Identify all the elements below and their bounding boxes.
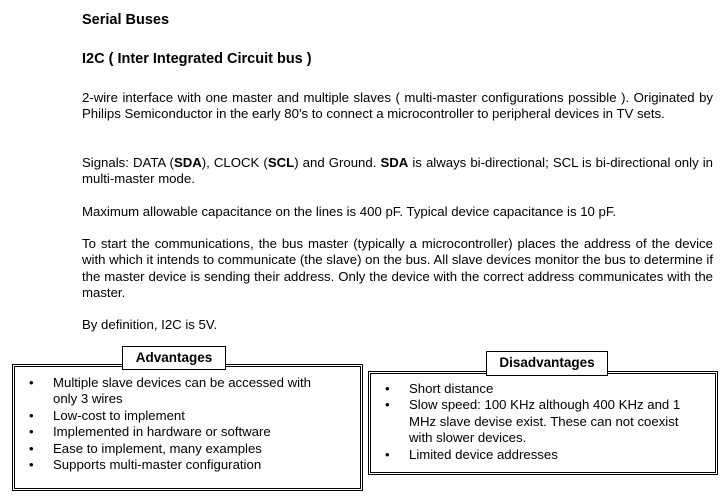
advantages-label: Advantages <box>122 346 226 370</box>
list-item: • Implemented in hardware or software <box>15 424 360 440</box>
advantages-box <box>12 364 363 491</box>
paragraph-signals <box>82 155 713 188</box>
text: ) and Ground. <box>294 155 381 170</box>
list-item: • Low-cost to implement <box>15 408 360 424</box>
paragraph-overview: 2-wire interface with one master and multiple slaves ( multi-master configurations possible ). Originated by Philips Semiconductor in the early 80's to connect a microcontroller to peripheral devices in TV sets. <box>82 90 713 122</box>
paragraph-capacitance: Maximum allowable capacitance on the lines is 400 pF. Typical device capacitance is 10 pF. <box>82 204 617 219</box>
text: is always bi-directional; SCL is bi-directional only in multi-master mode. <box>82 155 713 187</box>
text: SDA <box>380 155 409 170</box>
text: ), CLOCK ( <box>201 155 268 170</box>
text: SDA <box>173 155 202 170</box>
list-item: • Multiple slave devices can be accessed with only 3 wires <box>15 375 313 408</box>
subsection-title: I2C ( Inter Integrated Circuit bus ) <box>82 51 312 67</box>
list-item: • Slow speed: 100 KHz although 400 KHz and 1 MHz slave devise exist. These can not coexist with slower devices. <box>371 397 699 446</box>
list-item: • Ease to implement, many examples <box>15 441 360 457</box>
paragraph-communication: To start the communications, the bus master (typically a microcontroller) places the address of the device with which it intends to communicate (the slave) on the bus. All slave devices monitor the bus to determine if the master device is sending their address. Only the device with the correct address communicates with the master. <box>82 236 713 301</box>
list-item: • Supports multi-master configuration <box>15 457 360 473</box>
list-item: • Short distance <box>371 381 715 397</box>
text: Signals: DATA ( <box>82 155 174 170</box>
disadvantages-label: Disadvantages <box>486 351 608 376</box>
section-title: Serial Buses <box>82 12 170 28</box>
text: SCL <box>267 155 295 170</box>
paragraph-voltage: By definition, I2C is 5V. <box>82 317 218 332</box>
disadvantages-box <box>368 371 718 475</box>
list-item: • Limited device addresses <box>371 447 715 463</box>
